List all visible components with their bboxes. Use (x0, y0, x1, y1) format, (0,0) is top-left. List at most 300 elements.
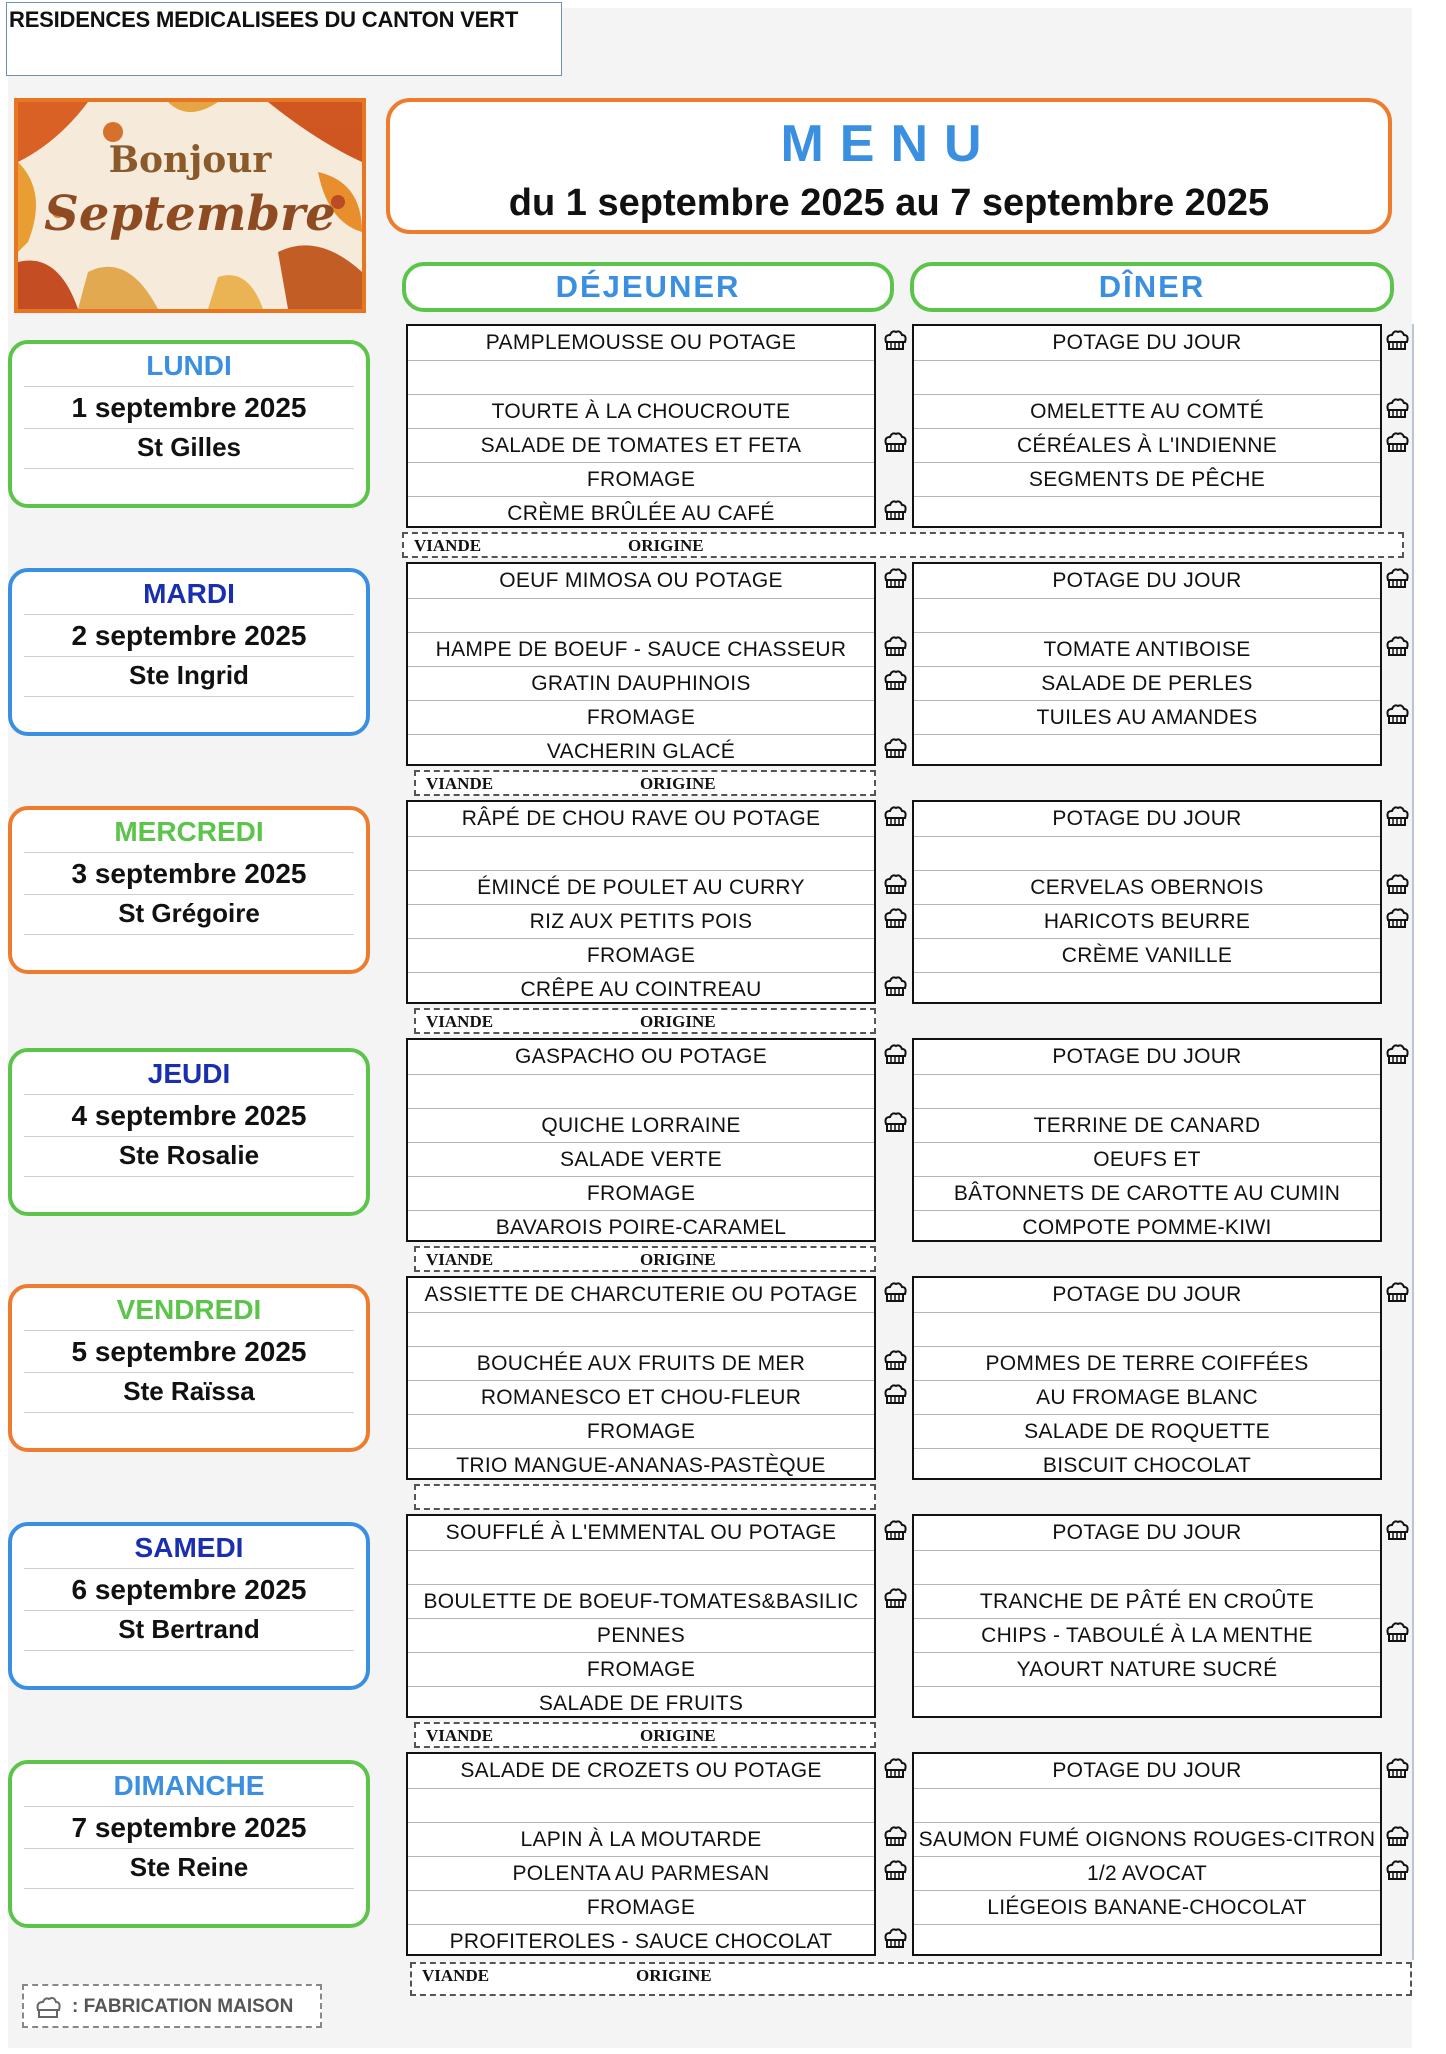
fabrication-maison-cell (880, 392, 910, 426)
fabrication-maison-cell (1382, 834, 1412, 868)
day-date: 3 septembre 2025 (71, 858, 307, 889)
divider (24, 934, 354, 935)
menu-row (914, 1788, 1380, 1823)
fabrication-maison-cell (1382, 732, 1412, 766)
chef-hat-icon (1385, 1758, 1409, 1780)
lunch-dish (408, 1789, 874, 1823)
origin-bar (414, 1008, 876, 1034)
fabrication-maison-cell (880, 732, 910, 766)
fabrication-maison-cell (880, 1174, 910, 1208)
dinner-dish: SEGMENTS DE PÊCHE (1028, 468, 1266, 491)
fabrication-maison-cell (1382, 1684, 1412, 1718)
day-date: 2 septembre 2025 (71, 620, 307, 651)
menu-row (914, 564, 1380, 598)
dinner-dish: POTAGE DU JOUR (1052, 1759, 1242, 1782)
dinner-dish: CHIPS - TABOULÉ À LA MENTHE (981, 1624, 1313, 1647)
fabrication-maison-cell (880, 1684, 910, 1718)
fabrication-maison-cell (880, 1412, 910, 1446)
menu-date-range: du 1 septembre 2025 au 7 septembre 2025 (508, 182, 1270, 224)
day-name: VENDREDI (116, 1294, 262, 1325)
fabrication-maison-cell (880, 1752, 910, 1786)
page-edge-line (1412, 324, 1414, 1960)
menu-row (408, 564, 874, 598)
dinner-dish: SAUMON FUMÉ OIGNONS ROUGES-CITRON (918, 1828, 1376, 1851)
divider (24, 1610, 354, 1611)
dinner-dish: YAOURT NATURE SUCRÉ (1016, 1658, 1278, 1681)
menu-row (914, 326, 1380, 360)
origin-viande: VIANDE (426, 1726, 494, 1745)
menu-row (914, 598, 1380, 633)
fabrication-maison-cell (1382, 936, 1412, 970)
menu-row (914, 1346, 1380, 1381)
day-card-samedi (8, 1522, 370, 1690)
fabrication-maison-cell (880, 1208, 910, 1242)
day-name: MARDI (143, 578, 235, 609)
fabrication-maison-cell (880, 1888, 910, 1922)
fabrication-maison-cell (880, 494, 910, 528)
menu-title-box (386, 98, 1392, 234)
divider (24, 852, 354, 853)
menu-row (914, 1380, 1380, 1415)
fabrication-maison-cell (1382, 664, 1412, 698)
lunch-dish: RIZ AUX PETITS POIS (529, 910, 753, 933)
menu-row (408, 904, 874, 939)
fabrication-maison-cell (1382, 1378, 1412, 1412)
fabrication-maison-cell (1382, 1582, 1412, 1616)
dinner-dish (914, 497, 1380, 531)
day-name: SAMEDI (134, 1532, 244, 1563)
chef-hat-icon (883, 1826, 907, 1848)
fabrication-maison-cell (880, 1378, 910, 1412)
menu-row (408, 1822, 874, 1857)
lunch-column-header: DÉJEUNER (402, 262, 894, 312)
dinner-dish: POTAGE DU JOUR (1052, 1521, 1242, 1544)
fabrication-maison-cell (880, 1922, 910, 1956)
dinner-dish: SALADE DE PERLES (1041, 672, 1253, 695)
day-card-mercredi (8, 806, 370, 974)
menu-row (914, 1584, 1380, 1619)
menu-row (914, 1176, 1380, 1211)
day-date: 1 septembre 2025 (71, 392, 307, 423)
fabrication-maison-cell (1382, 1038, 1412, 1072)
lunch-dish: HAMPE DE BOEUF - SAUCE CHASSEUR (435, 638, 847, 661)
origin-origine: ORIGINE (640, 1012, 716, 1031)
chef-hat-icon (883, 1520, 907, 1542)
menu-row (914, 1414, 1380, 1449)
dinner-dish: CÉRÉALES À L'INDIENNE (1016, 434, 1278, 457)
dinner-table (912, 1276, 1382, 1480)
dinner-dish: CRÈME VANILLE (1061, 944, 1233, 967)
dinner-dish (914, 1313, 1380, 1347)
divider (24, 894, 354, 895)
origin-bar (414, 1722, 876, 1748)
chef-hat-icon (1385, 1282, 1409, 1304)
lunch-dish: SALADE DE FRUITS (538, 1692, 744, 1715)
lunch-dish (408, 599, 874, 633)
day-saint: Ste Raïssa (123, 1376, 255, 1406)
fabrication-maison-cell (880, 902, 910, 936)
fabrication-maison-cell (880, 1854, 910, 1888)
day-saint: Ste Ingrid (129, 660, 249, 690)
menu-row (408, 496, 874, 531)
lunch-dish: VACHERIN GLACÉ (546, 740, 736, 763)
menu-row (914, 632, 1380, 667)
menu-row (408, 428, 874, 463)
dinner-dish: TOMATE ANTIBOISE (1043, 638, 1251, 661)
chef-hat-icon (34, 1996, 62, 2020)
chef-hat-icon (883, 874, 907, 896)
fabrication-maison-cell (880, 868, 910, 902)
lunch-dish: RÂPÉ DE CHOU RAVE OU POTAGE (461, 807, 821, 830)
lunch-dish: FROMAGE (586, 468, 696, 491)
header-title: RESIDENCES MEDICALISEES DU CANTON VERT (9, 7, 519, 32)
fabrication-maison-cell (880, 1140, 910, 1174)
menu-row (914, 394, 1380, 429)
chef-hat-icon (883, 976, 907, 998)
dinner-dish (914, 973, 1380, 1007)
fabrication-maison-cell (880, 664, 910, 698)
lunch-dish: SALADE VERTE (560, 1148, 722, 1171)
lunch-dish: TOURTE À LA CHOUCROUTE (491, 400, 791, 423)
menu-row (408, 598, 874, 633)
dinner-dish: POTAGE DU JOUR (1052, 569, 1242, 592)
dinner-table (912, 324, 1382, 528)
chef-hat-icon (1385, 908, 1409, 930)
fabrication-maison-cell (880, 1310, 910, 1344)
menu-row (914, 360, 1380, 395)
chef-hat-icon (1385, 636, 1409, 658)
menu-row (408, 1074, 874, 1109)
lunch-table (406, 562, 876, 766)
fabrication-maison-cell (880, 426, 910, 460)
menu-row (914, 700, 1380, 735)
day-saint: St Bertrand (118, 1614, 260, 1644)
menu-row (408, 1754, 874, 1788)
chef-hat-icon (883, 636, 907, 658)
menu-row (408, 666, 874, 701)
menu-row (914, 1856, 1380, 1891)
fabrication-maison-cell (880, 936, 910, 970)
fabrication-maison-cell (1382, 1616, 1412, 1650)
menu-row (408, 394, 874, 429)
divider (24, 1888, 354, 1889)
divider (24, 656, 354, 657)
dinner-dish: TUILES AU AMANDES (1036, 706, 1258, 729)
fabrication-maison-cell (1382, 630, 1412, 664)
lunch-dish: ASSIETTE DE CHARCUTERIE OU POTAGE (424, 1283, 858, 1306)
menu-row (408, 1550, 874, 1585)
fabrication-maison-cell (880, 1650, 910, 1684)
lunch-dish (408, 1075, 874, 1109)
menu-row (408, 1346, 874, 1381)
fabrication-maison-cell (880, 562, 910, 596)
menu-row (408, 938, 874, 973)
dinner-dish (914, 837, 1380, 871)
origin-bar (414, 770, 876, 796)
dinner-dish: COMPOTE POMME-KIWI (1022, 1216, 1272, 1239)
lunch-table (406, 1752, 876, 1956)
dinner-dish: SALADE DE ROQUETTE (1024, 1420, 1270, 1443)
divider (24, 1806, 354, 1807)
lunch-dish: POLENTA AU PARMESAN (512, 1862, 770, 1885)
menu-row (914, 1822, 1380, 1857)
fabrication-maison-cell (880, 1582, 910, 1616)
lunch-dish: BOULETTE DE BOEUF-TOMATES&BASILIC (423, 1590, 859, 1613)
origin-origine: ORIGINE (640, 774, 716, 793)
fabrication-maison-cell (880, 1276, 910, 1310)
menu-row (408, 360, 874, 395)
menu-row (408, 1788, 874, 1823)
fabrication-maison-cell (880, 1820, 910, 1854)
origin-bar (414, 1484, 876, 1510)
lunch-dish: CRÊPE AU COINTREAU (520, 978, 762, 1001)
dinner-table (912, 562, 1382, 766)
lunch-table (406, 800, 876, 1004)
fabrication-maison-cell (880, 1106, 910, 1140)
lunch-dish: FROMAGE (586, 944, 696, 967)
fabrication-maison-cell (880, 1514, 910, 1548)
lunch-dish: ÉMINCÉ DE POULET AU CURRY (477, 876, 805, 899)
day-name: DIMANCHE (113, 1770, 265, 1801)
fabrication-maison-cell (1382, 1140, 1412, 1174)
fabrication-maison-cell (1382, 460, 1412, 494)
fabrication-maison-cell (1382, 1854, 1412, 1888)
menu-row (914, 1312, 1380, 1347)
lunch-table (406, 1514, 876, 1718)
fabrication-maison-cell (880, 1446, 910, 1480)
chef-hat-icon (1385, 806, 1409, 828)
lunch-dish: TRIO MANGUE-ANANAS-PASTÈQUE (456, 1454, 826, 1477)
lunch-dish: FROMAGE (586, 1182, 696, 1205)
divider (24, 696, 354, 697)
lunch-dish: PROFITEROLES - SAUCE CHOCOLAT (449, 1930, 833, 1953)
banner-septembre: Septembre (44, 186, 336, 242)
chef-hat-icon (1385, 1520, 1409, 1542)
dinner-table (912, 800, 1382, 1004)
lunch-dish: FROMAGE (586, 1896, 696, 1919)
lunch-dish (408, 837, 874, 871)
menu-row (408, 802, 874, 836)
chef-hat-icon (1385, 1826, 1409, 1848)
chef-hat-icon (883, 330, 907, 352)
menu-row (408, 1686, 874, 1721)
chef-hat-icon (883, 568, 907, 590)
menu-row (408, 1108, 874, 1143)
menu-row (408, 700, 874, 735)
chef-hat-icon (883, 1112, 907, 1134)
fabrication-maison-cell (880, 1786, 910, 1820)
chef-hat-icon (883, 1282, 907, 1304)
divider (24, 1372, 354, 1373)
dinner-dish (914, 1925, 1380, 1959)
menu-row (408, 1856, 874, 1891)
fabrication-maison-cell (1382, 868, 1412, 902)
fabrication-maison-cell (1382, 1888, 1412, 1922)
chef-hat-icon (1385, 568, 1409, 590)
menu-row (408, 1142, 874, 1177)
menu-row (914, 836, 1380, 871)
fabrication-maison-cell (1382, 392, 1412, 426)
menu-row (914, 1890, 1380, 1925)
dinner-dish: OEUFS ET (1093, 1148, 1201, 1171)
fabrication-maison-cell (1382, 324, 1412, 358)
fabrication-maison-cell (880, 1072, 910, 1106)
dinner-dish: TRANCHE DE PÂTÉ EN CROÛTE (979, 1590, 1315, 1613)
dinner-dish: HARICOTS BEURRE (1043, 910, 1251, 933)
fabrication-maison-cell (1382, 426, 1412, 460)
fabrication-maison-cell (1382, 1310, 1412, 1344)
fabrication-maison-cell (880, 800, 910, 834)
chef-hat-icon (1385, 1622, 1409, 1644)
origin-bar (414, 1246, 876, 1272)
legend-label: : FABRICATION MAISON (72, 1996, 294, 2017)
dinner-dish (914, 361, 1380, 395)
origin-bar (410, 1962, 1412, 1996)
dinner-dish: BISCUIT CHOCOLAT (1042, 1454, 1252, 1477)
menu-row (914, 462, 1380, 497)
origin-viande: VIANDE (426, 1012, 494, 1031)
dinner-table (912, 1514, 1382, 1718)
menu-row (914, 734, 1380, 769)
origin-origine: ORIGINE (628, 536, 704, 555)
fabrication-maison-cell (880, 358, 910, 392)
autumn-banner (14, 98, 366, 313)
fabrication-maison-cell (1382, 1412, 1412, 1446)
day-date: 7 septembre 2025 (71, 1812, 307, 1843)
fabrication-maison-cell (1382, 1548, 1412, 1582)
fabrication-maison-cell (880, 970, 910, 1004)
menu-row (408, 1618, 874, 1653)
divider (24, 386, 354, 387)
day-date: 6 septembre 2025 (71, 1574, 307, 1605)
menu-row (914, 1924, 1380, 1959)
day-saint: Ste Reine (129, 1852, 249, 1882)
fabrication-maison-cell (1382, 902, 1412, 936)
menu-row (914, 802, 1380, 836)
day-name: MERCREDI (114, 816, 264, 847)
lunch-table (406, 324, 876, 528)
menu-row (408, 1176, 874, 1211)
fabrication-maison-cell (1382, 1106, 1412, 1140)
menu-row (408, 326, 874, 360)
menu-title: MENU (780, 115, 998, 173)
origin-viande: VIANDE (414, 536, 482, 555)
menu-row (914, 1074, 1380, 1109)
fabrication-maison-cell (1382, 1446, 1412, 1480)
dinner-column-header: DÎNER (910, 262, 1394, 312)
chef-hat-icon (883, 1860, 907, 1882)
dinner-dish (914, 1789, 1380, 1823)
menu-row (408, 1584, 874, 1619)
fabrication-maison-cell (1382, 596, 1412, 630)
lunch-dish: SOUFFLÉ À L'EMMENTAL OU POTAGE (445, 1521, 837, 1544)
dinner-dish: POMMES DE TERRE COIFFÉES (985, 1352, 1309, 1375)
dinner-dish: OMELETTE AU COMTÉ (1030, 400, 1264, 423)
origin-viande: VIANDE (426, 1250, 494, 1269)
chef-hat-icon (883, 1044, 907, 1066)
day-card-mardi (8, 568, 370, 736)
dinner-dish: BÂTONNETS DE CAROTTE AU CUMIN (953, 1182, 1341, 1205)
day-card-dimanche (8, 1760, 370, 1928)
fabrication-maison-cell (1382, 1650, 1412, 1684)
chef-hat-icon (1385, 704, 1409, 726)
dinner-dish (914, 599, 1380, 633)
day-date: 5 septembre 2025 (71, 1336, 307, 1367)
lunch-dish: ROMANESCO ET CHOU-FLEUR (480, 1386, 802, 1409)
dinner-dish: POTAGE DU JOUR (1052, 1283, 1242, 1306)
legend-fabrication-maison (22, 1984, 322, 2028)
fabrication-maison-cell (880, 1616, 910, 1650)
autumn-leaves-illustration (18, 102, 362, 309)
day-saint: Ste Rosalie (118, 1140, 260, 1170)
menu-row (408, 734, 874, 769)
chef-hat-icon (883, 1758, 907, 1780)
divider (24, 428, 354, 429)
lunch-dish (408, 1551, 874, 1585)
fabrication-maison-cell (1382, 800, 1412, 834)
fabrication-maison-cell (880, 1548, 910, 1582)
menu-row (914, 1448, 1380, 1483)
menu-row (408, 1414, 874, 1449)
menu-row (914, 904, 1380, 939)
chef-hat-icon (883, 432, 907, 454)
divider (24, 468, 354, 469)
menu-row (914, 1652, 1380, 1687)
menu-row (408, 1924, 874, 1959)
fabrication-maison-cell (1382, 970, 1412, 1004)
menu-row (408, 1516, 874, 1550)
menu-row (408, 1040, 874, 1074)
dinner-dish: CERVELAS OBERNOIS (1030, 876, 1264, 899)
day-saint: St Grégoire (118, 898, 260, 928)
divider (24, 1848, 354, 1849)
fabrication-maison-cell (1382, 1820, 1412, 1854)
menu-row (914, 1516, 1380, 1550)
divider (24, 1650, 354, 1651)
lunch-dish: GASPACHO OU POTAGE (515, 1045, 767, 1068)
chef-hat-icon (1385, 1044, 1409, 1066)
origin-origine: ORIGINE (640, 1250, 716, 1269)
chef-hat-icon (883, 1928, 907, 1950)
chef-hat-icon (1385, 874, 1409, 896)
chef-hat-icon (1385, 398, 1409, 420)
divider (24, 1330, 354, 1331)
dinner-dish: POTAGE DU JOUR (1052, 1045, 1242, 1068)
dinner-dish (914, 1551, 1380, 1585)
origin-viande: VIANDE (422, 1966, 490, 1985)
lunch-dish: GRATIN DAUPHINOIS (531, 672, 751, 695)
menu-row (408, 1890, 874, 1925)
dinner-dish: POTAGE DU JOUR (1052, 331, 1242, 354)
fabrication-maison-cell (880, 324, 910, 358)
origin-origine: ORIGINE (636, 1966, 712, 1985)
menu-row (914, 666, 1380, 701)
chef-hat-icon (883, 500, 907, 522)
fabrication-maison-cell (880, 460, 910, 494)
dinner-dish (914, 1687, 1380, 1721)
dinner-dish: TERRINE DE CANARD (1033, 1114, 1261, 1137)
dinner-dish: AU FROMAGE BLANC (1036, 1386, 1258, 1409)
chef-hat-icon (1385, 330, 1409, 352)
divider (24, 1176, 354, 1177)
day-date: 4 septembre 2025 (71, 1100, 307, 1131)
menu-row (914, 1108, 1380, 1143)
menu-row (914, 972, 1380, 1007)
divider (24, 1094, 354, 1095)
divider (24, 1412, 354, 1413)
origin-viande: VIANDE (426, 774, 494, 793)
menu-row (408, 1448, 874, 1483)
